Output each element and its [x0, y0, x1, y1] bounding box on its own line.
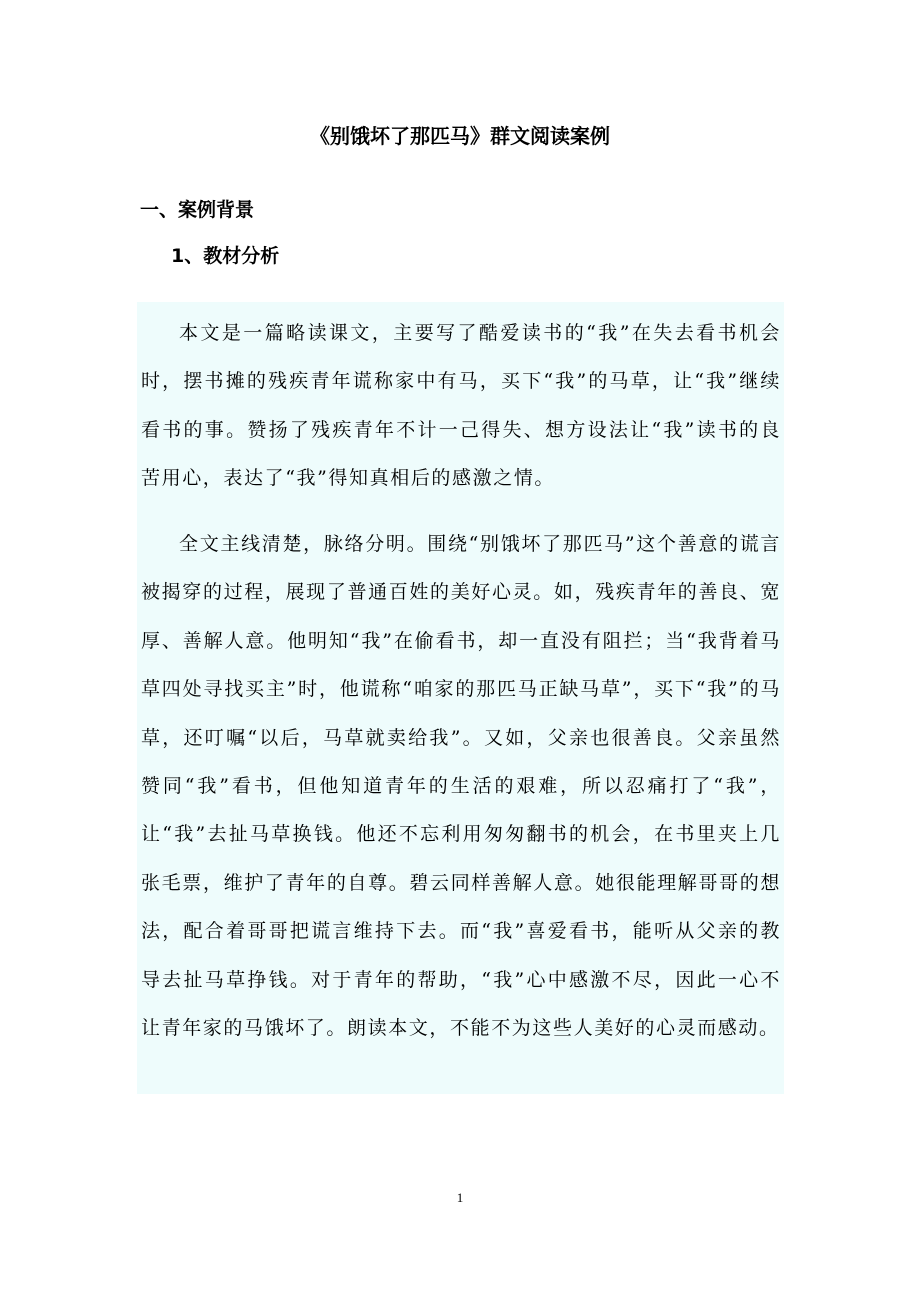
subsection-heading: 1、教材分析 — [171, 245, 280, 267]
page-number: 1 — [456, 1190, 464, 1205]
body-paragraph-1: 本文是一篇略读课文，主要写了酷爱读书的“我”在失去看书机会时，摆书摊的残疾青年谎称家中有马，买下“我”的马草，让“我”继续看书的事。赞扬了残疾青年不计一己得失、想方设法让“我”读书的良苦用心，表达了“我”得知真相后的感激之情。 — [141, 322, 781, 490]
document-title: 《别饿坏了那匹马》群文阅读案例 — [310, 124, 610, 148]
section-heading: 一、案例背景 — [140, 199, 255, 221]
body-paragraph-2: 全文主线清楚，脉络分明。围绕“别饿坏了那匹马”这个善意的谎言被揭穿的过程，展现了普通百姓的美好心灵。如，残疾青年的善良、宽厚、善解人意。他明知“我”在偷看书，却一直没有阻拦；当“我背着马草四处寻找买主”时，他谎称“咱家的那匹马正缺马草”，买下“我”的马草，还叮嘱“以后，马草就卖给我”。又如，父亲也很善良。父亲虽然赞同“我”看书，但他知道青年的生活的艰难，所以忍痛打了“我”，让“我”去扯马草换钱。他还不忘利用匆匆翻书的机会，在书里夹上几张毛票，维护了青年的自尊。碧云同样善解人意。她很能理解哥哥的想法，配合着哥哥把谎言维持下去。而“我”喜爱看书，能听从父亲的教导去扯马草挣钱。对于青年的帮助，“我”心中感激不尽，因此一心不让青年家的马饿坏了。朗读本文，不能不为这些人美好的心灵而感动。 — [141, 533, 781, 1040]
